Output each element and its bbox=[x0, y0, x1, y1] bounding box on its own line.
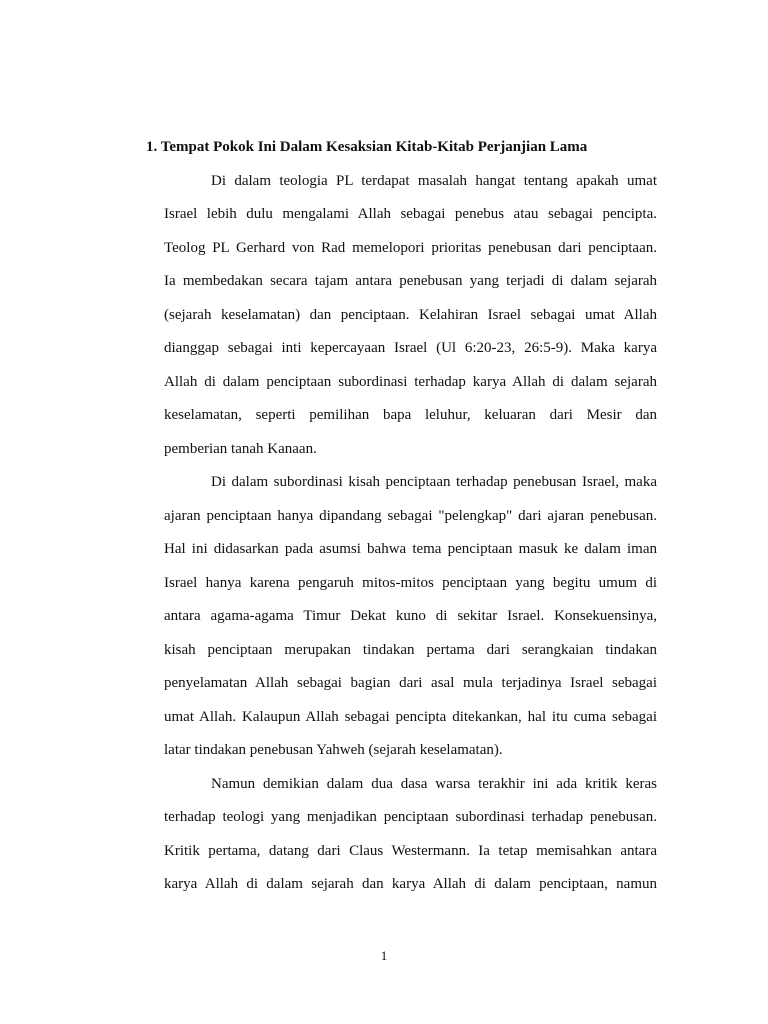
paragraph-line: penyelamatan Allah sebagai bagian dari asal mula terjadinya Israel sebagai bbox=[164, 675, 657, 691]
paragraph-line: pemberian tanah Kanaan. bbox=[164, 441, 317, 457]
paragraph-line: keselamatan, seperti pemilihan bapa leluhur, keluaran dari Mesir dan bbox=[164, 407, 657, 423]
paragraph-line: karya Allah di dalam sejarah dan karya Allah di dalam penciptaan, namun bbox=[164, 876, 657, 892]
paragraph-line: dianggap sebagai inti kepercayaan Israel (Ul 6:20-23, 26:5-9). Maka karya bbox=[164, 340, 657, 356]
paragraph-line: Israel hanya karena pengaruh mitos-mitos penciptaan yang begitu umum di bbox=[164, 575, 657, 591]
paragraph-line: Israel lebih dulu mengalami Allah sebagai penebus atau sebagai pencipta. bbox=[164, 206, 657, 222]
paragraph-line: ajaran penciptaan hanya dipandang sebagai "pelengkap" dari ajaran penebusan. bbox=[164, 508, 657, 524]
paragraph-line: latar tindakan penebusan Yahweh (sejarah keselamatan). bbox=[164, 742, 503, 758]
paragraph-line: Teolog PL Gerhard von Rad memelopori prioritas penebusan dari penciptaan. bbox=[164, 240, 657, 256]
paragraph-line: Di dalam subordinasi kisah penciptaan terhadap penebusan Israel, maka bbox=[211, 474, 657, 490]
paragraph-line: terhadap teologi yang menjadikan penciptaan subordinasi terhadap penebusan. bbox=[164, 809, 657, 825]
paragraph-line: Ia membedakan secara tajam antara penebusan yang terjadi di dalam sejarah bbox=[164, 273, 657, 289]
paragraph-line: antara agama-agama Timur Dekat kuno di sekitar Israel. Konsekuensinya, bbox=[164, 608, 657, 624]
paragraph-line: Di dalam teologia PL terdapat masalah hangat tentang apakah umat bbox=[211, 173, 657, 189]
paragraph-line: Kritik pertama, datang dari Claus Westermann. Ia tetap memisahkan antara bbox=[164, 843, 657, 859]
paragraph-line: (sejarah keselamatan) dan penciptaan. Kelahiran Israel sebagai umat Allah bbox=[164, 307, 657, 323]
paragraph-line: Hal ini didasarkan pada asumsi bahwa tema penciptaan masuk ke dalam iman bbox=[164, 541, 657, 557]
paragraph-line: kisah penciptaan merupakan tindakan pertama dari serangkaian tindakan bbox=[164, 642, 657, 658]
paragraph-line: Allah di dalam penciptaan subordinasi terhadap karya Allah di dalam sejarah bbox=[164, 374, 657, 390]
section-heading: 1. Tempat Pokok Ini Dalam Kesaksian Kitab-Kitab Perjanjian Lama bbox=[146, 139, 588, 155]
page-number: 1 bbox=[380, 948, 388, 963]
paragraph-line: umat Allah. Kalaupun Allah sebagai pencipta ditekankan, hal itu cuma sebagai bbox=[164, 709, 657, 725]
paragraph-line: Namun demikian dalam dua dasa warsa terakhir ini ada kritik keras bbox=[211, 776, 657, 792]
